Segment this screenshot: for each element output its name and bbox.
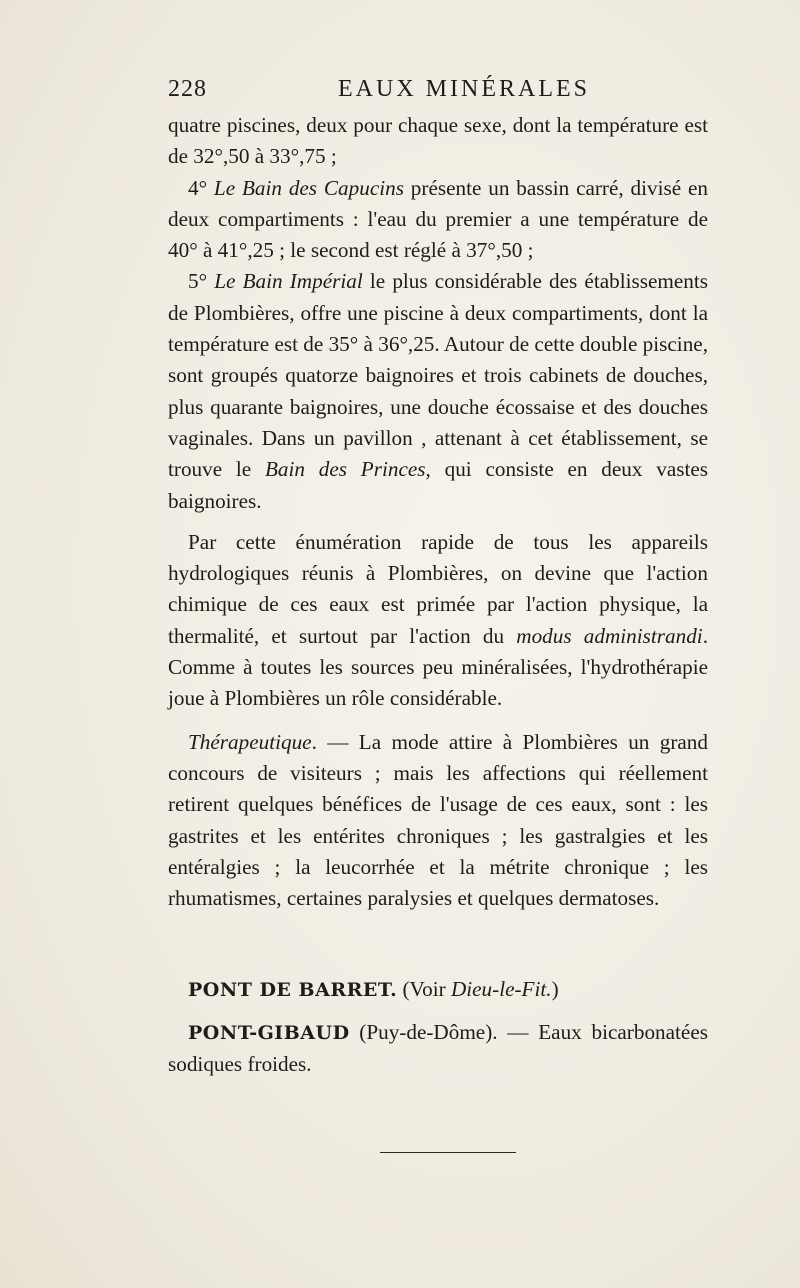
page-number: 228	[168, 76, 207, 102]
cross-reference: Dieu-le-Fit.	[450, 977, 552, 1002]
bath-name-princes: Bain des Princes	[264, 457, 426, 482]
paragraph-enumeration: Par cette énumération rapide de tous les appareils hydrologiques réunis à Plombières, on devine que l'action chimique de ces eaux est primée par l'action physique, la thermalité, et surtout par l'action du modus administrandi. Comme à toutes les sources peu minéralisées, l'hydrothérapie joue à Plombières un rôle considérable.	[168, 529, 708, 711]
bath-name-capucins: Le Bain des Capucins	[213, 175, 404, 200]
entry-heading-pont-de-barret: PONT DE BARRET.	[188, 979, 398, 1002]
paragraph-bain-imperial: 5° Le Bain Impérial le plus considérable des établissements de Plombières, offre une piscine à deux compartiments, dont la température est de 35° à 36°,25. Autour de cette double piscine, sont groupés quatorze baignoires et trois cabinets de douches, plus quarante baignoires, une douche écossaise et des douches vaginales. Dans un pavillon , attenant à cet établissement, se trouve le Bain des Princes, qui consiste en deux vastes baignoires.	[168, 269, 709, 513]
entry-heading-pont-gibaud: PONT-GIBAUD	[188, 1021, 350, 1044]
running-title: EAUX MINÉRALES	[338, 76, 590, 102]
section-title-therapeutique: Thérapeutique	[188, 729, 312, 754]
end-rule	[380, 1152, 516, 1153]
entry-pont-de-barret: PONT DE BARRET. (Voir Dieu-le-Fit.)	[188, 977, 559, 1002]
paragraph-bain-capucins: 4° Le Bain des Capucins présente un bassin carré, divisé en deux compartiments : l'eau du premier a une température de 40° à 41°,25 ; le second est réglé à 37°,50 ;	[168, 175, 708, 263]
paragraph-therapeutique: Thérapeutique. — La mode attire à Plombières un grand concours de visiteurs ; mais les affections qui réellement retirent quelques bénéfices de l'usage de ces eaux, sont : les gastrites et les entérites chroniques ; les gastralgies et les entéralgies ; la leucorrhée et la métrite chronique ; les rhumatismes, certaines paralysies et quelques dermatoses.	[168, 729, 708, 911]
page-body	[168, 110, 708, 1080]
entry-pont-gibaud: PONT-GIBAUD (Puy-de-Dôme). — Eaux bicarbonatées sodiques froides.	[168, 1019, 708, 1077]
latin-phrase: modus administrandi	[516, 623, 703, 648]
paragraph-continuation: quatre piscines, deux pour chaque sexe, dont la température est de 32°,50 à 33°,75 ;	[168, 113, 708, 169]
bath-name-imperial: Le Bain Impérial	[214, 269, 363, 294]
page-header	[168, 72, 708, 108]
